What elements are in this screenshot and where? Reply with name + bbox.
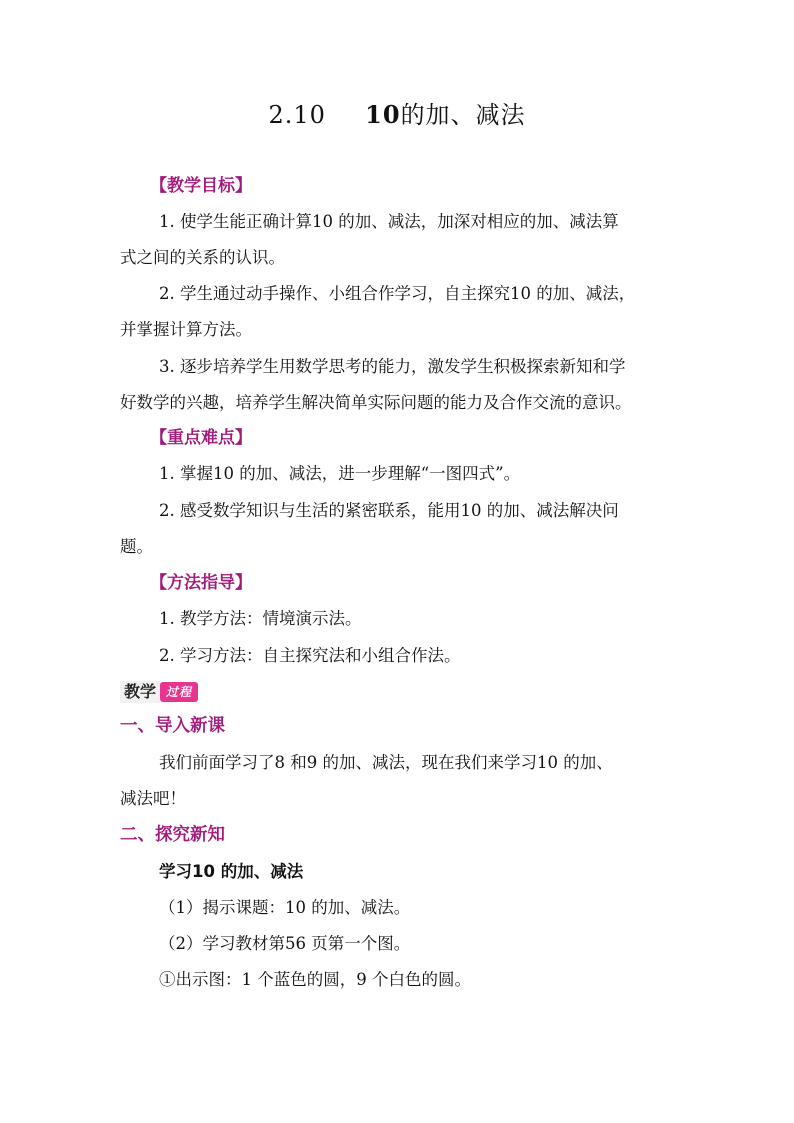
keypoint-line-2: 2. 感受数学知识与生活的紧密联系，能用10 的加、减法解决问: [159, 501, 619, 520]
objective-line-2: 式之间的关系的认识。: [120, 248, 285, 267]
keypoints-label: 【重点难点】: [150, 428, 252, 448]
methods-label: 【方法指导】: [150, 573, 252, 593]
process-badge-left: 教学: [120, 681, 160, 703]
page-title: [0, 98, 794, 132]
section2-line-3: ①出示图：1 个蓝色的圆，9 个白色的圆。: [159, 970, 471, 989]
section2-heading: 二、探究新知: [120, 825, 225, 845]
section2-line-2: （2）学习教材第56 页第一个图。: [159, 934, 411, 953]
objective-line-1: 1. 使学生能正确计算10 的加、减法，加深对相应的加、减法算: [159, 212, 619, 231]
method-line-2: 2. 学习方法：自主探究法和小组合作法。: [159, 646, 461, 665]
objectives-label: 【教学目标】: [150, 176, 252, 196]
section2-line-1: （1）揭示课题：10 的加、减法。: [159, 898, 411, 917]
section1-line-1: 我们前面学习了8 和9 的加、减法，现在我们来学习10 的加、: [159, 753, 613, 772]
section1-line-2: 减法吧！: [120, 789, 186, 808]
process-badge: [120, 680, 198, 704]
title-number: 2.10: [268, 101, 326, 129]
objective-line-6: 好数学的兴趣，培养学生解决简单实际问题的能力及合作交流的意识。: [120, 393, 632, 412]
keypoint-line-3: 题。: [120, 537, 153, 556]
title-topic-number: 10: [365, 100, 401, 129]
section1-heading: 一、导入新课: [120, 716, 225, 736]
process-badge-right: 过程: [160, 682, 198, 702]
title-topic-text: 的加、减法: [400, 101, 526, 129]
objective-line-5: 3. 逐步培养学生用数学思考的能力，激发学生积极探索新知和学: [159, 357, 626, 376]
objective-line-3: 2. 学生通过动手操作、小组合作学习，自主探究10 的加、减法，: [159, 284, 636, 303]
objective-line-4: 并掌握计算方法。: [120, 320, 252, 339]
section2-subheading: 学习10 的加、减法: [159, 862, 304, 881]
keypoint-line-1: 1. 掌握10 的加、减法，进一步理解“一图四式”。: [159, 464, 521, 483]
method-line-1: 1. 教学方法：情境演示法。: [159, 609, 362, 628]
